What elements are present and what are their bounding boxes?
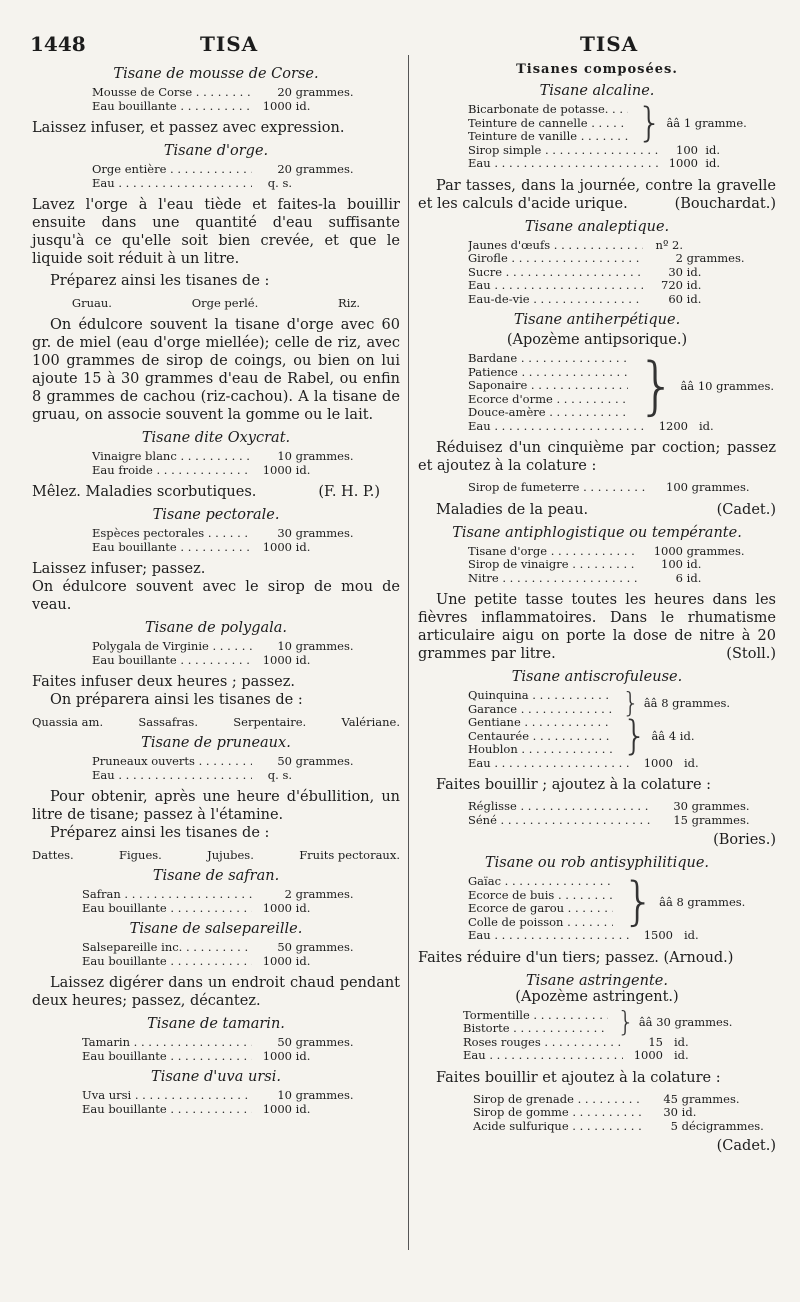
brace-icon: } — [622, 872, 656, 932]
ingredient-qty: 1000 — [262, 462, 292, 477]
ingredient-name: Bardane . . . — [468, 352, 628, 366]
running-head-right: TISA — [580, 32, 639, 56]
ingredient-name: Eau bouillante . . . — [82, 902, 252, 916]
ingredient-unit: id. — [686, 264, 702, 279]
ingredient-row — [82, 888, 357, 902]
instruction-text: Préparez ainsi les tisanes de : — [50, 273, 270, 289]
ingredient-name: Gaïac . . . — [468, 875, 613, 889]
ingredient-row — [473, 1106, 773, 1120]
brace-icon: } — [637, 100, 663, 147]
ingredient-qty: 30 — [277, 526, 292, 540]
ingredient-unit: id. — [686, 557, 702, 571]
ingredient-unit: id. — [686, 570, 702, 585]
group-amount: ââ 30 grammes. — [638, 1015, 733, 1029]
ingredient-row — [92, 527, 357, 541]
recipe-title: Tisane antiscrofuleuse. — [511, 669, 683, 685]
ingredient-qty: 1000 — [653, 543, 683, 558]
ingredient-name: Polygala de Virginie . . . — [92, 640, 252, 654]
recipe-title: Tisane antiphlogistique ou tempérante. — [452, 524, 742, 541]
ingredient-group — [468, 348, 774, 422]
ingredient-qty: 1000 — [262, 98, 292, 113]
instruction-text: Pour obtenir, après une heure d'ébullition, un litre de tisane; passez à l'étamine. — [32, 789, 400, 823]
group-amount: ââ 10 grammes. — [680, 378, 774, 393]
recipe-title: Tisane d'orge. — [163, 143, 269, 159]
ingredient-row — [82, 1036, 357, 1050]
ingredient-name: Eau-de-vie . . . — [468, 293, 643, 307]
ingredient-qty: 1000 — [262, 652, 292, 667]
instruction-text: Réduisez d'un cinquième par coction; passez et ajoutez à la colature : — [418, 440, 776, 474]
ingredient-row — [92, 86, 357, 100]
ingredient-qty: 50 — [277, 940, 292, 954]
ingredient-unit: id. — [705, 156, 721, 170]
column-divider — [408, 55, 409, 1250]
ingredient-qty: 2 — [675, 251, 683, 265]
ingredient-unit: id. — [705, 142, 721, 157]
ingredient-qty: 1000 — [643, 755, 673, 770]
ingredient-unit: id. — [673, 1048, 689, 1062]
ingredient-name: Pruneaux ouverts . . . — [92, 755, 252, 769]
variant-item: Sassafras. — [138, 715, 198, 729]
ingredient-unit: id. — [698, 418, 714, 433]
variant-item: Fruits pectoraux. — [299, 848, 400, 862]
ingredient-qty: 30 — [673, 799, 688, 813]
ingredient-row — [468, 252, 758, 266]
ingredient-qty: 1000 — [262, 1048, 292, 1063]
ingredient-name: Bicarbonate de potasse. . . . — [468, 103, 628, 117]
ingredient-name: Ecorce de buis . . . — [468, 889, 613, 903]
ingredient-qty: nº 2. — [655, 237, 683, 252]
ingredient-row — [82, 902, 357, 916]
ingredient-name: Gentiane . . . — [468, 716, 613, 730]
ingredient-unit: id. — [295, 1101, 311, 1116]
ingredient-qty: 20 — [277, 85, 292, 99]
ingredient-list — [473, 1093, 773, 1134]
ingredient-unit: id. — [683, 928, 699, 942]
ingredient-qty: 2 — [284, 887, 292, 901]
ingredient-qty: 1000 — [262, 900, 292, 915]
ingredient-list — [82, 1036, 357, 1063]
ingredient-group — [463, 1005, 753, 1038]
ingredient-group — [468, 713, 758, 760]
ingredient-qty: q. s. — [267, 767, 292, 782]
ingredient-qty: 30 — [663, 1105, 678, 1119]
ingredient-row — [82, 955, 357, 969]
ingredient-name: Tisane d'orge . . . — [468, 545, 638, 559]
ingredient-row — [463, 1049, 753, 1063]
ingredient-qty: 60 — [668, 291, 683, 306]
ingredient-unit: grammes. — [295, 162, 354, 176]
ingredient-name: Safran . . . — [82, 888, 252, 902]
ingredient-unit: grammes. — [295, 940, 354, 954]
group-amount: ââ 8 grammes. — [643, 695, 731, 710]
ingredient-name: Mousse de Corse . . . — [92, 86, 252, 100]
ingredient-name: Teinture de cannelle . . . — [468, 117, 628, 131]
source-citation: (Stoll.) — [726, 646, 776, 662]
ingredient-unit: id. — [681, 1105, 697, 1119]
ingredient-name: Ecorce d'orme . . . — [468, 393, 628, 407]
ingredient-row — [468, 800, 758, 814]
recipe-title: Tisane de pruneaux. — [141, 735, 291, 751]
ingredient-name: Centaurée . . . — [468, 730, 613, 744]
ingredient-row — [463, 1036, 753, 1050]
ingredient-row — [468, 157, 758, 171]
ingredient-unit: grammes. — [691, 480, 750, 494]
ingredient-name: Eau bouillante . . . — [82, 955, 252, 969]
variant-list — [32, 296, 400, 310]
ingredient-name: Salsepareille inc. . . . — [82, 941, 252, 955]
recipe-subtitle: (Apozème antipsorique.) — [506, 332, 688, 348]
ingredient-name: Acide sulfurique . . . — [473, 1120, 643, 1134]
ingredient-list — [82, 1089, 357, 1116]
ingredient-list — [92, 527, 357, 554]
ingredient-name: Saponaire . . . — [468, 379, 628, 393]
ingredient-name: Sirop de grenade . . . — [473, 1093, 643, 1107]
ingredient-row — [92, 177, 357, 191]
variant-item: Orge perlé. — [191, 296, 259, 310]
ingredient-unit: id. — [295, 462, 311, 477]
instruction-text — [418, 501, 776, 519]
ingredient-qty: 1000 — [668, 156, 698, 170]
recipe-title: Tisane analeptique. — [524, 218, 670, 235]
recipe-title: Tisane astringente. — [526, 972, 668, 989]
source-citation: (Bories.) — [713, 832, 776, 848]
indication-text: Maladies de la peau. — [436, 501, 589, 518]
recipe-title: Tisane de polygala. — [144, 620, 288, 636]
instruction-text: On édulcore souvent avec le sirop de mou de veau. — [32, 579, 400, 613]
ingredient-qty: 720 — [661, 278, 683, 292]
running-head-left: TISA — [200, 32, 259, 56]
recipe-title: Tisane dite Oxycrat. — [141, 430, 291, 446]
instruction-text: Laissez infuser; passez. — [32, 561, 206, 577]
ingredient-row — [468, 144, 758, 158]
ingredient-unit: id. — [295, 539, 311, 554]
ingredient-row — [468, 545, 758, 559]
ingredient-unit: grammes. — [295, 754, 354, 768]
ingredient-name: Garance . . . — [468, 703, 613, 717]
ingredient-row — [468, 293, 758, 307]
ingredient-name: Eau . . . — [468, 279, 643, 293]
source-citation: (Arnoud.) — [663, 949, 734, 966]
ingredient-name: Réglisse . . . — [468, 800, 653, 814]
group-amount: ââ 8 grammes. — [659, 895, 746, 909]
ingredient-unit: grammes. — [295, 1035, 354, 1049]
ingredient-name: Teinture de vanille . . . — [468, 130, 628, 144]
source-citation: (Cadet.) — [716, 1138, 776, 1154]
ingredient-unit: id. — [686, 278, 702, 292]
ingredient-unit: id. — [673, 1034, 689, 1049]
ingredient-qty: 20 — [277, 162, 292, 176]
ingredient-qty: 1000 — [633, 1048, 663, 1062]
instruction-text: Laissez digérer dans un endroit chaud pendant deux heures; passez, décantez. — [32, 975, 400, 1009]
ingredient-unit: id. — [295, 652, 311, 667]
instruction-text — [418, 591, 776, 663]
source-citation: (Cadet.) — [716, 501, 776, 518]
variant-list — [32, 848, 400, 862]
ingredient-row — [92, 450, 357, 464]
ingredient-unit: grammes. — [295, 526, 354, 540]
source-citation: (F. H. P.) — [318, 484, 380, 500]
indication-text: Mêlez. Maladies scorbutiques. — [32, 484, 257, 500]
ingredient-name: Eau . . . — [92, 177, 252, 191]
ingredient-name: Sirop de gomme . . . — [473, 1106, 643, 1120]
instruction-text — [32, 483, 400, 501]
ingredient-name: Eau . . . — [92, 769, 252, 783]
variant-item: Valériane. — [341, 715, 400, 729]
ingredient-unit: id. — [686, 291, 702, 306]
ingredient-name: Jaunes d'œufs . . . — [468, 239, 643, 253]
ingredient-list — [92, 450, 357, 477]
recipe-title: Tisane pectorale. — [152, 507, 280, 523]
ingredient-row — [468, 757, 758, 771]
variant-item: Figues. — [119, 848, 162, 862]
ingredient-name: Eau bouillante . . . — [92, 541, 252, 555]
ingredient-name: Sirop simple . . . — [468, 144, 658, 158]
ingredient-unit: id. — [683, 755, 699, 770]
ingredient-row — [92, 640, 357, 654]
ingredient-row — [82, 1103, 357, 1117]
ingredient-list — [463, 1005, 753, 1063]
ingredient-name: Sirop de vinaigre . . . — [468, 558, 638, 572]
ingredient-qty: 1000 — [262, 539, 292, 554]
variant-item: Dattes. — [32, 848, 74, 862]
ingredient-unit: décigrammes. — [681, 1118, 764, 1133]
ingredient-qty: q. s. — [267, 175, 292, 190]
source-line — [418, 1137, 776, 1155]
recipe-title: Tisane ou rob antisyphilitique. — [484, 855, 710, 871]
right-column — [418, 60, 776, 1155]
instruction-text — [418, 177, 776, 213]
page-header — [0, 32, 800, 56]
ingredient-row — [82, 1050, 357, 1064]
ingredient-group — [468, 685, 758, 719]
instruction-text: On édulcore souvent la tisane d'orge avec 60 gr. de miel (eau d'orge miellée); celle de riz, avec 100 grammes de sirop de coings, ou bien on lui ajoute 15 à 30 grammes d'eau de Rabel, ou enfin 8 grammes de cachou (riz-cachou). A la tisane de gruau, on associe souvent la gomme ou le lait. — [32, 317, 400, 423]
recipe-title: Tisane antiherpétique. — [513, 312, 681, 328]
ingredient-row — [468, 420, 758, 434]
ingredient-name: Eau . . . — [468, 757, 633, 771]
ingredient-row — [468, 572, 758, 586]
ingredient-unit: grammes. — [295, 1088, 354, 1102]
instruction-text: On préparera ainsi les tisanes de : — [50, 692, 303, 708]
ingredient-row — [82, 941, 357, 955]
ingredient-unit: id. — [295, 1048, 311, 1063]
variant-list — [32, 715, 400, 729]
ingredient-unit: grammes. — [295, 449, 354, 463]
ingredient-name: Vinaigre blanc . . . — [92, 450, 252, 464]
ingredient-name: Eau bouillante . . . — [82, 1050, 252, 1064]
ingredient-name: Eau bouillante . . . — [92, 654, 252, 668]
ingredient-qty: 15 — [648, 1034, 663, 1049]
ingredient-list — [468, 239, 758, 307]
ingredient-name: Colle de poisson . . . — [468, 916, 613, 930]
ingredient-unit: grammes. — [686, 251, 745, 265]
ingredient-row — [468, 239, 758, 253]
instruction-text — [418, 949, 776, 967]
recipe-title: Tisane de salsepareille. — [129, 921, 303, 937]
ingredient-qty: 15 — [673, 812, 688, 827]
ingredient-qty: 10 — [277, 1088, 292, 1102]
ingredient-row — [468, 558, 758, 572]
brace-icon: } — [617, 1005, 635, 1038]
indication-text: Par tasses, dans la journée, contre la gravelle et les calculs d'acide urique. — [418, 177, 776, 212]
ingredient-list — [468, 100, 758, 171]
variant-item: Quassia am. — [32, 715, 104, 729]
instruction-text: Préparez ainsi les tisanes de : — [50, 825, 270, 841]
instruction-text: Faites bouillir ; ajoutez à la colature : — [436, 777, 712, 793]
ingredient-name: Houblon . . . — [468, 743, 613, 757]
ingredient-row — [82, 1089, 357, 1103]
section-heading: Tisanes composées. — [516, 62, 678, 77]
ingredient-name: Tormentille . . . — [463, 1009, 608, 1023]
ingredient-group — [468, 100, 758, 147]
ingredient-qty: 1000 — [262, 1101, 292, 1116]
ingredient-name: Nitre . . . — [468, 572, 638, 586]
brace-icon: } — [622, 685, 640, 719]
indication-text: Une petite tasse toutes les heures dans les fièvres inflammatoires. Dans le rhumatisme articulaire aigu on porte la dose de nitre à 20 grammes par litre. — [418, 592, 776, 662]
ingredient-name: Eau bouillante . . . — [92, 100, 252, 114]
ingredient-name: Roses rouges . . . — [463, 1036, 623, 1050]
ingredient-row — [92, 654, 357, 668]
ingredient-row — [92, 464, 357, 478]
ingredient-name: Séné . . . — [468, 814, 653, 828]
page-number: 1448 — [30, 32, 86, 56]
ingredient-unit: grammes. — [295, 85, 354, 99]
ingredient-list — [82, 941, 357, 968]
ingredient-unit: id. — [295, 900, 311, 915]
ingredient-name: Espèces pectorales . . . — [92, 527, 252, 541]
ingredient-unit: grammes. — [295, 887, 354, 901]
ingredient-qty: 5 — [670, 1118, 678, 1133]
ingredient-list — [82, 888, 357, 915]
recipe-title: Tisane alcaline. — [539, 83, 655, 99]
instruction-text: Laissez infuser, et passez avec expression. — [32, 120, 345, 136]
ingredient-list — [92, 755, 357, 782]
variant-item: Riz. — [338, 296, 361, 310]
ingredient-unit: id. — [295, 953, 311, 968]
source-citation: (Bouchardat.) — [674, 195, 776, 212]
recipe-subtitle: (Apozème astringent.) — [515, 988, 679, 1005]
ingredient-row — [468, 266, 758, 280]
ingredient-unit: grammes. — [691, 812, 750, 827]
ingredient-name: Girofle . . . — [468, 252, 643, 266]
group-amount: ââ 4 id. — [651, 729, 695, 744]
ingredient-row — [468, 814, 758, 828]
ingredient-name: Sucre . . . — [468, 266, 643, 280]
ingredient-unit: id. — [295, 98, 311, 113]
ingredient-name: Eau bouillante . . . — [82, 1103, 252, 1117]
variant-item: Jujubes. — [207, 848, 254, 862]
ingredient-qty: 50 — [277, 754, 292, 768]
ingredient-name: Sirop de fumeterre . . . — [468, 481, 648, 495]
ingredient-row — [473, 1093, 773, 1107]
ingredient-name: Orge entière . . . — [92, 163, 252, 177]
ingredient-unit: grammes. — [681, 1091, 740, 1106]
ingredient-row — [468, 279, 758, 293]
ingredient-qty: 45 — [663, 1091, 678, 1106]
group-amount: ââ 1 gramme. — [666, 116, 747, 131]
variant-item: Serpentaire. — [233, 715, 307, 729]
recipe-title: Tisane d'uva ursi. — [151, 1069, 281, 1085]
ingredient-name: Eau froide . . . — [92, 464, 252, 478]
ingredient-name: Uva ursi . . . — [82, 1089, 252, 1103]
ingredient-qty: 100 — [666, 480, 688, 494]
ingredient-qty: 1200 — [658, 418, 688, 433]
ingredient-name: Eau . . . — [463, 1049, 623, 1063]
ingredient-qty: 50 — [277, 1035, 292, 1049]
ingredient-qty: 6 — [675, 570, 683, 585]
ingredient-qty: 1000 — [262, 953, 292, 968]
ingredient-unit: grammes. — [691, 799, 750, 813]
ingredient-qty: 10 — [277, 449, 292, 463]
ingredient-row — [92, 755, 357, 769]
ingredient-name: Douce-amère . . . — [468, 406, 628, 420]
ingredient-name: Ecorce de garou . . . — [468, 902, 613, 916]
ingredient-list — [468, 481, 758, 495]
ingredient-qty: 100 — [676, 142, 698, 157]
ingredient-list — [92, 640, 357, 667]
brace-icon: } — [637, 348, 677, 422]
recipe-title: Tisane de tamarin. — [147, 1016, 285, 1032]
instruction-text: Faites infuser deux heures ; passez. — [32, 674, 296, 690]
ingredient-list — [468, 685, 758, 770]
ingredient-unit: grammes. — [686, 543, 745, 558]
ingredient-group — [468, 872, 758, 932]
ingredient-list — [92, 86, 357, 113]
ingredient-list — [468, 348, 774, 433]
ingredient-list — [468, 872, 758, 943]
ingredient-name: Bistorte . . . — [463, 1022, 608, 1036]
recipe-title: Tisane de mousse de Corse. — [113, 66, 319, 82]
ingredient-name: Quinquina . . . — [468, 689, 613, 703]
brace-icon: } — [622, 713, 648, 760]
indication-text: Faites réduire d'un tiers; passez. — [418, 949, 659, 966]
ingredient-name: Eau . . . — [468, 420, 648, 434]
ingredient-list — [92, 163, 357, 190]
ingredient-name: Patience . . . — [468, 366, 628, 380]
ingredient-row — [92, 163, 357, 177]
ingredient-name: Eau . . . — [468, 157, 658, 171]
instruction-text: Faites bouillir et ajoutez à la colature : — [436, 1069, 721, 1086]
source-line — [418, 831, 776, 849]
ingredient-qty: 10 — [277, 639, 292, 653]
ingredient-qty: 30 — [668, 264, 683, 279]
ingredient-name: Eau . . . — [468, 929, 633, 943]
ingredient-list — [468, 545, 758, 586]
ingredient-row — [473, 1120, 773, 1134]
ingredient-qty: 1500 — [643, 928, 673, 942]
ingredient-row — [92, 100, 357, 114]
ingredient-name: Tamarin . . . — [82, 1036, 252, 1050]
ingredient-row — [468, 481, 758, 495]
ingredient-unit: grammes. — [295, 639, 354, 653]
ingredient-row — [468, 929, 758, 943]
ingredient-qty: 100 — [661, 557, 683, 571]
recipe-title: Tisane de safran. — [152, 868, 280, 884]
left-column — [32, 60, 400, 1120]
ingredient-row — [92, 769, 357, 783]
ingredient-row — [92, 541, 357, 555]
variant-item: Gruau. — [71, 296, 112, 310]
ingredient-list — [468, 800, 758, 827]
instruction-text: Lavez l'orge à l'eau tiède et faites-la bouillir ensuite dans une quantité d'eau suffisante jusqu'à ce qu'elle soit bien crevée, et que le liquide soit réduit à un litre. — [32, 197, 400, 267]
